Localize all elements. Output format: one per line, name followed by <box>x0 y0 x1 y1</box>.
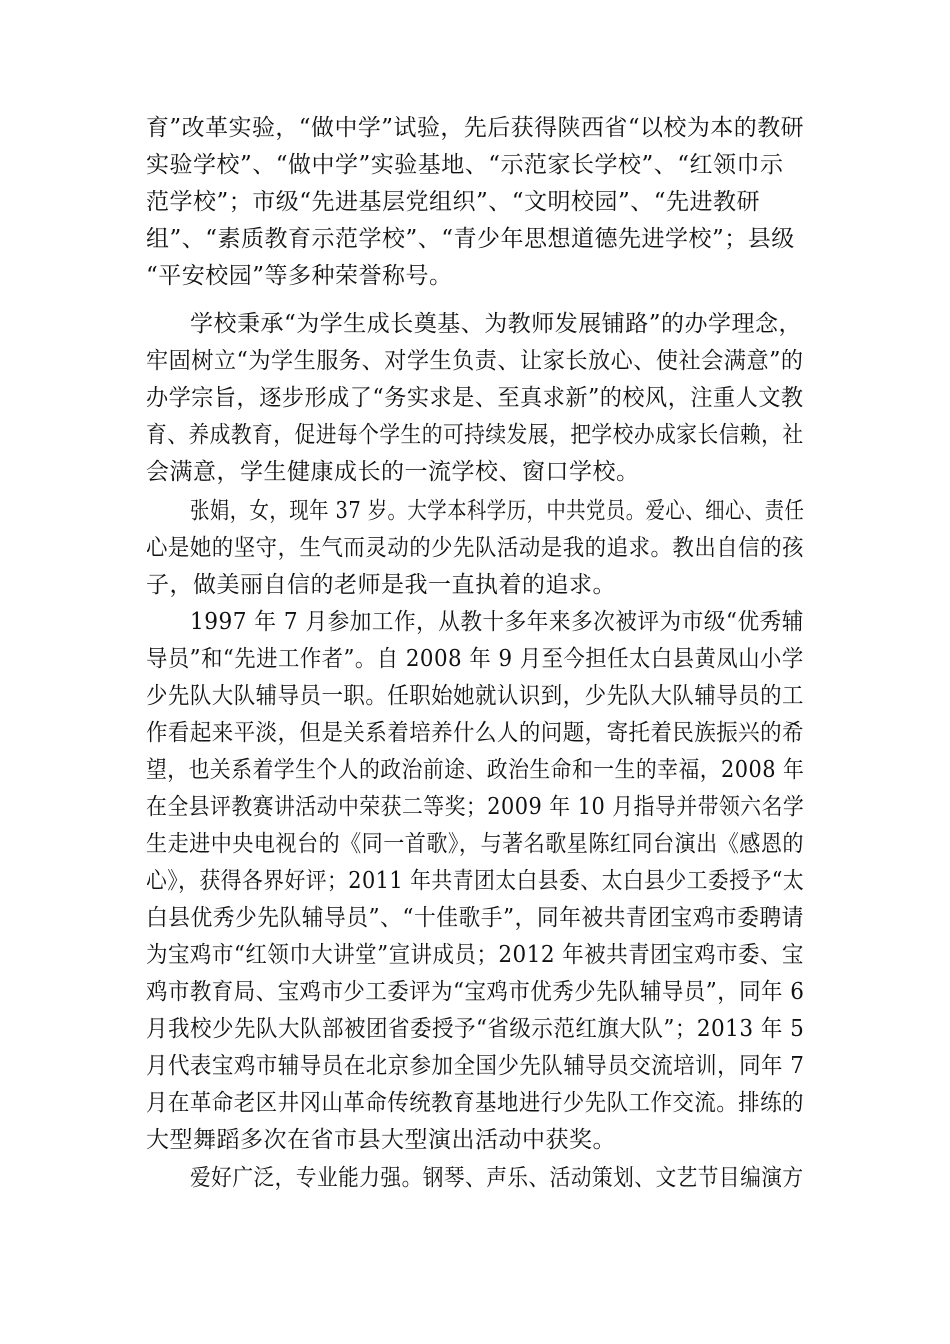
text-line: 育、养成教育，促进每个学生的可持续发展，把学校办成家长信赖，社 <box>146 422 804 448</box>
text-line: 办学宗旨，逐步形成了“务实求是、至真求新”的校风，注重人文教 <box>146 385 804 411</box>
text-line: 生走进中央电视台的《同一首歌》，与著名歌星陈红同台演出《感恩的 <box>146 831 804 857</box>
paragraph-first-line: 张娟，女，现年 37 岁。大学本科学历，中共党员。爱心、细心、责任 <box>190 498 805 524</box>
text-line: 实验学校”、“做中学”实验基地、“示范家长学校”、“红领巾示 <box>146 152 784 178</box>
text-line: 导员”和“先进工作者”。自 2008 年 9 月至今担任太白县黄凤山小学 <box>146 646 804 672</box>
text-line: 子，做美丽自信的老师是我一直执着的追求。 <box>146 572 616 598</box>
text-line: 在全县评教赛讲活动中荣获二等奖；2009 年 10 月指导并带领六名学 <box>146 794 805 820</box>
paragraph-first-line: 学校秉承“为学生成长奠基、为教师发展铺路”的办学理念， <box>190 311 803 337</box>
text-line: 大型舞蹈多次在省市县大型演出活动中获奖。 <box>146 1127 616 1153</box>
text-line: 作看起来平淡，但是关系着培养什么人的问题，寄托着民族振兴的希 <box>146 720 804 746</box>
paragraph-first-line: 爱好广泛，专业能力强。钢琴、声乐、活动策划、文艺节目编演方 <box>190 1165 804 1191</box>
text-line: 为宝鸡市“红领巾大讲堂”宣讲成员；2012 年被共青团宝鸡市委、宝 <box>146 942 804 968</box>
text-line: 心》，获得各界好评；2011 年共青团太白县委、太白县少工委授予“太 <box>146 868 805 894</box>
text-line: 少先队大队辅导员一职。任职始她就认识到，少先队大队辅导员的工 <box>146 683 804 709</box>
text-line: 会满意，学生健康成长的一流学校、窗口学校。 <box>146 459 640 485</box>
text-line: 望，也关系着学生个人的政治前途、政治生命和一生的幸福，2008 年 <box>146 757 805 783</box>
text-line: 月代表宝鸡市辅导员在北京参加全国少先队辅导员交流培训，同年 7 <box>146 1053 805 1079</box>
text-line: 月我校少先队大队部被团省委授予“省级示范红旗大队”；2013 年 5 <box>146 1016 805 1042</box>
text-line: 白县优秀少先队辅导员”、“十佳歌手”，同年被共青团宝鸡市委聘请 <box>146 905 804 931</box>
text-line: 心是她的坚守，生气而灵动的少先队活动是我的追求。教出自信的孩 <box>146 535 804 561</box>
text-line: 范学校”；市级“先进基层党组织”、“文明校园”、“先进教研 <box>146 189 761 215</box>
text-line: 月在革命老区井冈山革命传统教育基地进行少先队工作交流。排练的 <box>146 1090 804 1116</box>
text-line: 组”、“素质教育示范学校”、“青少年思想道德先进学校”；县级 <box>146 226 795 252</box>
text-line: 牢固树立“为学生服务、对学生负责、让家长放心、使社会满意”的 <box>146 348 804 374</box>
text-line: “平安校园”等多种荣誉称号。 <box>146 263 453 289</box>
text-line: 鸡市教育局、宝鸡市少工委评为“宝鸡市优秀少先队辅导员”，同年 6 <box>146 979 805 1005</box>
text-line: 育”改革实验，“做中学”试验，先后获得陕西省“以校为本的教研 <box>146 115 805 141</box>
paragraph-first-line: 1997 年 7 月参加工作，从教十多年来多次被评为市级“优秀辅 <box>190 609 804 635</box>
